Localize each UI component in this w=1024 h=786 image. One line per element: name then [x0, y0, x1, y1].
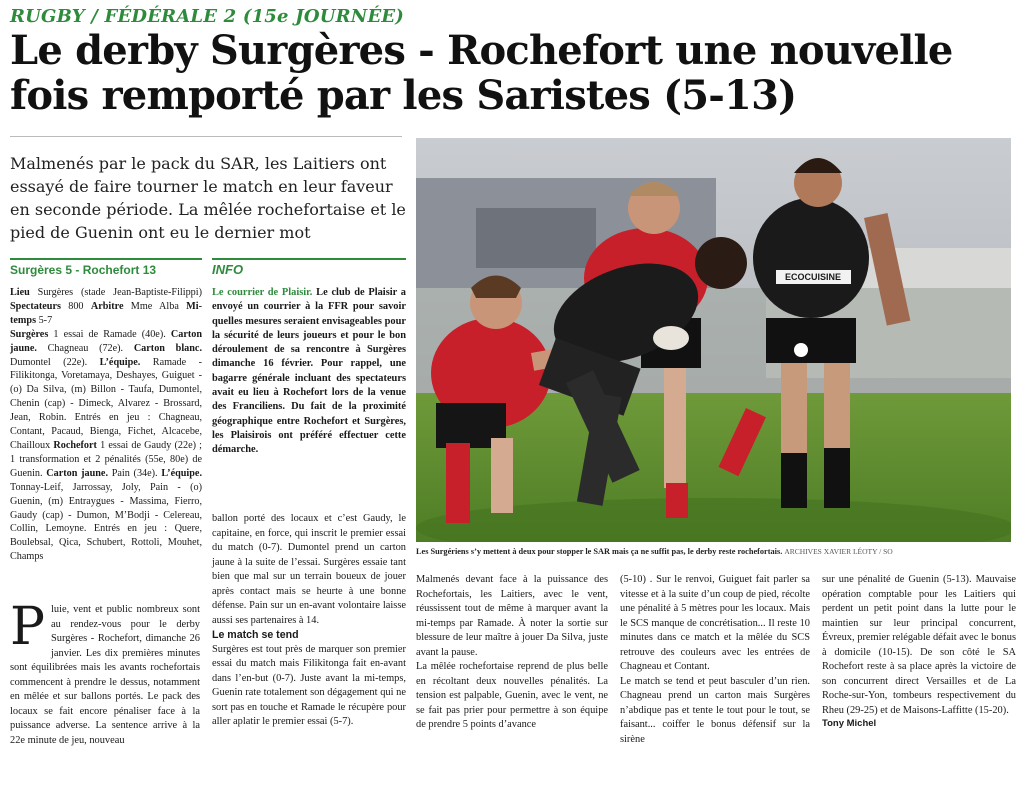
rugby-players-illustration [416, 138, 1011, 542]
equipe-surgeres-label: L’équipe. [99, 356, 141, 368]
mitemps-value: 5-7 [36, 314, 53, 326]
carton-blanc-label: Carton blanc. [133, 342, 202, 354]
arbitre-value: Mme Alba [123, 300, 187, 312]
spectateurs-value: 800 [60, 300, 91, 312]
col2-text-a: ballon porté des locaux et c’est Gaudy, le capitaine, en force, qui inscrit le premier essai du match (0-7). Dumontel prend un carton jaune à la suite de l’essai. Surgères essaie tant bien que mal sur un terrain boueux de jouer après contact mais se heurte à une bonne défense. Pain sur un en-avant volontaire laisse aussi ses partenaires à 14. [212, 513, 406, 626]
col1-text: luie, vent et public nombreux sont au rendez-vous pour le derby Surgères - Rochefort, dimanche 26 janvier. Les dix premières minutes sont équilibrées mais les avants rochefortais commencent à prendre le dessus, notamment en mêlée et sur ballons portés. Le pack des locaux se fait encore pénaliser face à la puissance adverse. La sentence arrive à la 22e minute de jeu, nouveau [10, 604, 200, 746]
arbitre-label: Arbitre [90, 300, 124, 312]
photo-credit: ARCHIVES XAVIER LÉOTY / SO [784, 547, 893, 556]
col5-text: sur une pénalité de Guenin (5-13). Mauvaise opération comptable pour les Laitiers qui perdent un petit point dans la lutte pour le maintien sur leur principal concurrent, Évreux, premier relégable défait avec le bonus à domicile (10-15). De son côté le SA Rochefort reste à sa place après la victoire de son concurrent direct Versailles et de La Roche-sur-Yon, tombeurs respectivement du Rheu (29-25) et de Maisons-Laffitte (15-20). [822, 574, 1016, 716]
info-lead: Le courrier de Plaisir. [212, 287, 313, 298]
mitemps-label: Mi-temps [10, 300, 203, 326]
col4-text: (5-10) . Sur le renvoi, Guiguet fait parler sa vitesse et à la suite d’un coup de pied, récolte une pénalité à 5 mètres pour les locaux. Mais le SCS manque de concrétisation... Il reste 10 minutes dans ce match et la mêlée du SCS retrouve des couleurs avec les entrées de Chagneau et Contant. [620, 574, 810, 672]
scorebox-title: Surgères 5 - Rochefort 13 [10, 263, 157, 277]
jersey-sponsor: ECOCUISINE [784, 272, 842, 282]
col3-text: Malmenés devant face à la puissance des Rochefortais, les Laitiers, avec le vent, réussissent tout de même à marquer avant la mi-temps par Ramade. À noter la sortie sur blessure de leur maître à jouer Da Silva, juste avant la pause. [416, 574, 608, 658]
surgeres-label: Surgères [10, 328, 49, 340]
article-col-3 [416, 573, 608, 733]
lieu-value: Surgères (stade Jean-Baptiste-Filippi) [29, 287, 202, 298]
rochefort-label: Rochefort [53, 439, 97, 451]
info-body: Le club de Plaisir a envoyé un courrier à la FFR pour savoir quelles mesures seraient envisageables pour la sécurité de leurs joueurs et pour le bon déroulement de sa rencontre à Surgères dimanche 16 février. Pour rappel, une bagarre générale incluant des spectateurs avait eu lieu à Rochefort lors de la venue des Franciliens. Du fait de la proximité géographique entre Rochefort et Surgères, les Plaisirois ont préféré effectuer cette démarche. [212, 287, 406, 456]
divider [10, 136, 402, 137]
subhead-match-se-tend: Le match se tend [212, 629, 299, 641]
scorebox-text [10, 286, 202, 564]
dropcap: P [10, 597, 45, 657]
col2-text-b: Surgères est tout près de marquer son premier essai du match mais Filikitonga fait en-avant dans l’en-but (0-7). Juste avant la mi-temps, Guenin rate totalement son dégagement qui ne sort pas en touche et Ramade le récupère pour aller aplatir le premier essai (5-7). [212, 643, 406, 727]
article-col-4 [620, 573, 810, 747]
match-photo [416, 138, 1011, 542]
carton-blanc-value: Dumontel (22e). [10, 356, 100, 368]
equipe-rochefort-value: Tonnay-Leif, Jarrossay, Joly, Pain - (o) Guenin, (m) Entraygues - Massima, Fierro, Gaudy (cap) - Dumon, M’Bodji - Celereau, Collin, Lemoyne. Entrés en jeu : Quere, Boulebsal, Qica, Schubert, Rottoli, Mouhet, Champs [10, 481, 202, 563]
rochefort-value: 1 essai de Gaudy (22e) ; 1 transformation et 2 pénalités (55e, 80e) de Guenin. [10, 439, 203, 479]
photo-caption [416, 546, 1016, 557]
spectateurs-label: Spectateurs [10, 300, 61, 312]
info-text [212, 286, 406, 458]
section-kicker: RUGBY / FÉDÉRALE 2 (15e JOURNÉE) [10, 6, 405, 27]
article-col-2 [212, 512, 406, 730]
info-title: INFO [212, 262, 244, 277]
lieu-label: Lieu [10, 287, 30, 298]
equipe-surgeres-value: Ramade - Filikitonga, Voretamaya, Deshayes, Guiguet - (o) Da Silva, (m) Billon - Taufa, Dumontel, Chenin (cap) - Dimeck, Alvarez - Brossard, Jean, Robin. Entrés en jeu : Chagneau, Contant, Pacaud, Bienga, Fichet, Alcacebe, Chailloux [10, 356, 202, 451]
col4-text-b: Le match se tend et peut basculer d’un rien. Chagneau prend un carton mais Surgères n’abdique pas et tente le tout pour le tout, se faisant... coiffer le bonus défensif sur la sirène [620, 675, 810, 745]
caption-text: Les Surgériens s’y mettent à deux pour stopper le SAR mais ça ne suffit pas, le derby reste rochefortais. [416, 547, 783, 556]
article-col-1 [10, 597, 200, 748]
standfirst: Malmenés par le pack du SAR, les Laitiers ont essayé de faire tourner le match en leur faveur en seconde période. La mêlée rochefortaise et le pied de Guenin ont eu le dernier mot [10, 154, 406, 242]
carton-jaune-label: Carton jaune. [10, 328, 202, 354]
article-col-5 [822, 573, 1016, 729]
headline: Le derby Surgères - Rochefort une nouvelle fois remporté par les Saristes (5-13) [10, 27, 953, 119]
equipe-rochefort-label: L’équipe. [161, 467, 202, 479]
carton-jaune-rochefort-label: Carton jaune. [46, 467, 108, 479]
author-signature: Tony Michel [822, 718, 877, 729]
surgeres-value: 1 essai de Ramade (40e). [48, 328, 171, 340]
carton-jaune-value: Chagneau (72e). [36, 342, 134, 354]
scorebox-rule [10, 258, 202, 260]
col3-text-b: La mêlée rochefortaise reprend de plus belle en récoltant deux nouvelles pénalités. La tension est palpable, Guenin, avec le vent, ne se fait pas prier pour permettre à son équipe de prendre 5 points d’avance [416, 661, 608, 730]
carton-jaune-rochefort-value: Pain (34e). [108, 467, 162, 479]
info-rule [212, 258, 406, 260]
